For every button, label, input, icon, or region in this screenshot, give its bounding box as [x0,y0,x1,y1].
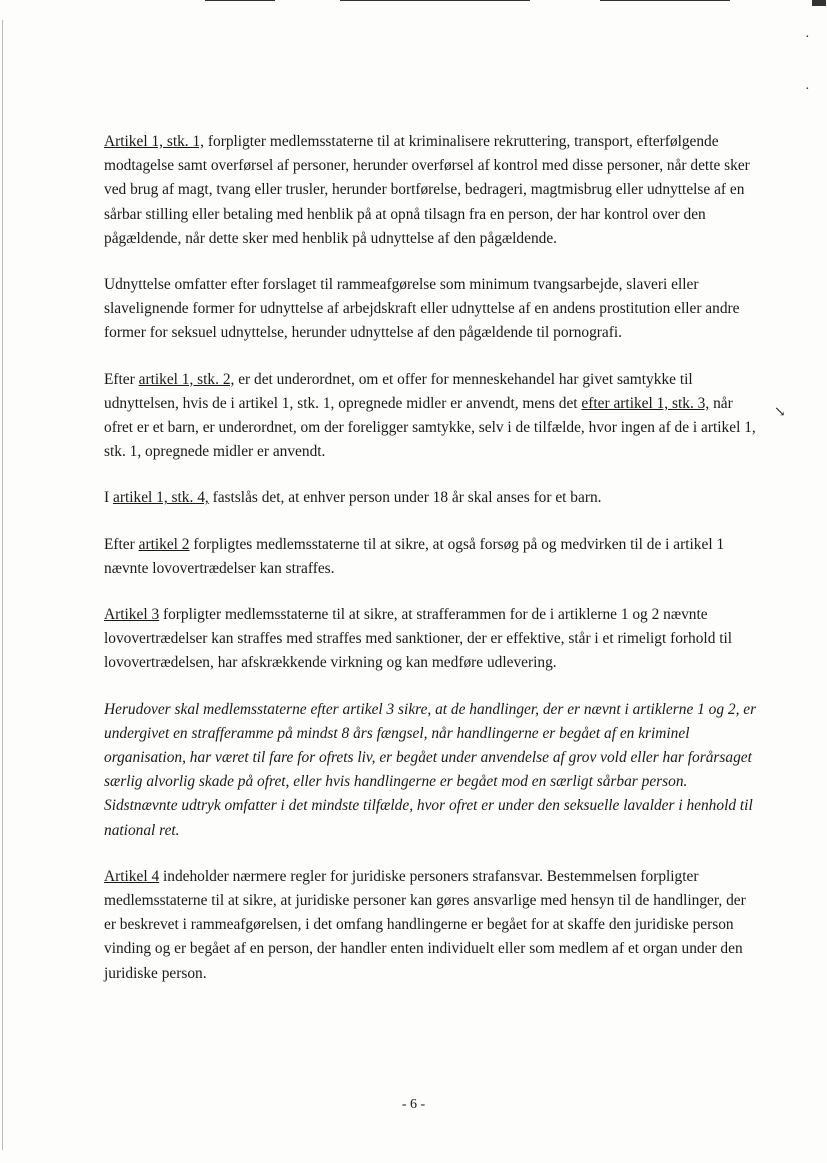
paragraph-5 [104,533,760,581]
paragraph-text: Udnyttelse omfatter efter forslaget til rammeafgørelse som minimum tvangsarbejde, slaveri eller slavelignende former for udnyttelse af arbejdskraft eller udnyttelse af en andens prostitution eller andre former for seksuel udnyttelse, herunder udnyttelse af den pågældende til pornografi. [104,276,740,342]
paragraph-text: forpligter medlemsstaterne til at sikre, at strafferammen for de i artiklerne 1 og 2 nævnte lovovertrædelser kan straffes med straffes med sanktioner, der er effektive, står i et rimeligt forhold til lovovertrædelsen, har afskrækkende virkning og kan medføre udlevering. [104,606,733,672]
scan-artifact-top-3 [600,0,730,1]
paragraph-text: I [104,489,113,507]
scan-speck-1: · [805,30,810,45]
paragraph-text: er det underordnet, om et offer for menneskehandel har givet samtykke til udnyttelsen, hvis de i artikel 1, stk. 1, opregnede midler er anvendt, mens det [104,370,693,412]
article-reference: artikel 2 [138,535,190,553]
article-reference: Artikel 3 [104,606,160,624]
document-page [104,130,760,1008]
article-reference: Artikel 1, stk. 1, [104,133,205,150]
article-reference: Artikel 4 [104,867,160,885]
paragraph-6 [104,603,760,676]
scan-speck-2: · [805,82,810,97]
paragraph-text: fastslås det, at enhver person under 18 år skal anses for et barn. [208,489,602,507]
article-reference: efter artikel 1, stk. 3, [581,394,710,412]
paragraph-text: Efter [104,535,139,553]
paragraph-7 [104,698,760,843]
paragraph-4 [104,486,760,510]
article-reference: artikel 1, stk. 4, [112,489,209,507]
scan-artifact-top-1 [205,0,275,1]
paragraph-3 [104,368,760,465]
paragraph-text: forpligter medlemsstaterne til at kriminalisere rekruttering, transport, efterfølgende modtagelse samt overførsel af personer, herunder overførsel af kontrol med disse personer, når dette sker ved brug af magt, tvang eller trusler, herunder bortførelse, bedrageri, magtmisbrug eller udnyttelse af en sårbar stilling eller betaling med henblik på at opnå tilsagn fra en person, der har kontrol over den pågældende, når dette sker med henblik på udnyttelse af den pågældende. [104,133,750,247]
scan-artifact-top-2 [340,0,530,1]
paragraph-text: når ofret er et barn, er underordnet, om der foreligger samtykke, selv i de tilfælde, hvor ingen af de i artikel 1, stk. 1, opregnede midler er anvendt. [104,394,756,461]
paragraph-1 [104,130,760,251]
margin-mark: ↘ [774,405,786,420]
paragraph-text: indeholder nærmere regler for juridiske personers strafansvar. Bestemmelsen forpligter medlemsstaterne til at sikre, at juridiske personer kan gøres ansvarlige med hensyn til de handlinger, der er beskrevet i rammeafgørelsen, i det omfang handlingerne er begået for at skaffe den juridiske person vinding og er begået af en person, der handler enten individuelt eller som medlem af et organ under den juridiske person. [104,867,746,982]
paragraph-8 [104,865,760,986]
paragraph-text: forpligtes medlemsstaterne til at sikre, at også forsøg på og medvirken til de i artikel 1 nævnte lovovertrædelser kan straffes. [104,535,725,577]
article-reference: artikel 1, stk. 2, [138,370,235,388]
scan-artifact-left-edge [2,20,3,1150]
page-number: - 6 - [401,1097,426,1112]
paragraph-2 [104,273,760,346]
paragraph-text: Herudover skal medlemsstaterne efter artikel 3 sikre, at de handlinger, der er nævnt i artiklerne 1 og 2, er undergivet en strafferamme på mindst 8 års fængsel, når handlingerne er begået af en kriminel organisation, har været til fare for ofrets liv, er begået under anvendelse af grov vold eller har forårsaget særlig alvorlig skade på ofret, eller hvis handlingerne er begået mod en særligt sårbar person. Sidstnævnte udtryk omfatter i det mindste tilfælde, hvor ofret er under den seksuelle lavalder i henhold til national ret. [104,700,757,839]
scan-artifact-corner [812,0,826,6]
paragraph-text: Efter [104,370,139,388]
